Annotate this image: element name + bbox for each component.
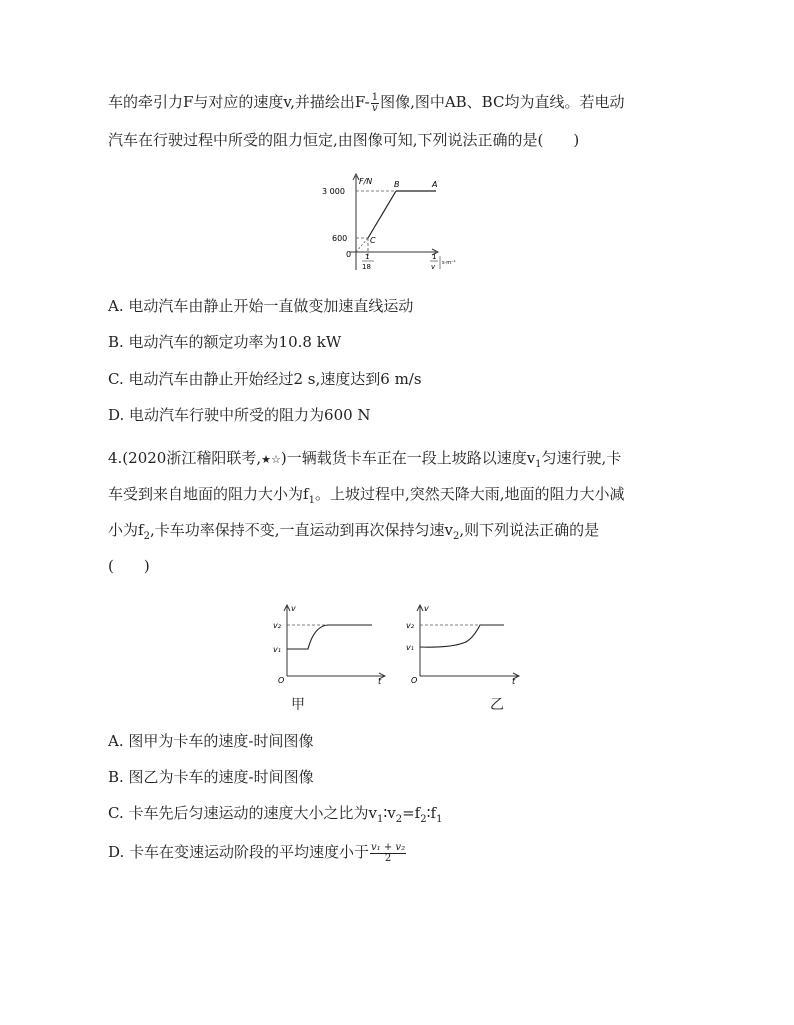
difficulty-stars: ★☆ — [261, 453, 281, 466]
q4-option-c-text-c: =f — [402, 804, 421, 822]
average-velocity-fraction — [370, 843, 406, 864]
y-tick-3000: 3 000 — [322, 187, 345, 196]
q4-text-2a: 车受到来自地面的阻力大小为f — [108, 485, 309, 503]
q4-option-d-text: D. 卡车在变速运动阶段的平均速度小于 — [108, 843, 370, 861]
subscript-1: 1 — [436, 814, 443, 825]
q4-option-c — [108, 803, 442, 830]
q4-text-3c: ,则下列说法正确的是 — [459, 521, 600, 539]
caption-jia: 甲 — [291, 697, 305, 713]
y-tick-600: 600 — [332, 234, 348, 243]
caption-yi: 乙 — [490, 697, 504, 713]
y-axis-label: F/N — [359, 177, 373, 186]
subscript-2: 2 — [143, 531, 150, 542]
q3-option-a: A. 电动汽车由静止开始一直做变加速直线运动 — [108, 297, 414, 315]
q3-option-d: D. 电动汽车行驶中所受的阻力为600 N — [108, 406, 371, 424]
q3-stem-line2: 汽车在行驶过程中所受的阻力恒定,由图像可知,下列说法正确的是( ) — [108, 131, 580, 149]
q4-text-2b: 。上坡过程中,突然天降大雨,地面的阻力大小减 — [314, 485, 625, 503]
v1-label: v₁ — [406, 643, 414, 652]
q4-option-b: B. 图乙为卡车的速度-时间图像 — [108, 768, 314, 786]
q4-text-3a: 小为f — [108, 521, 144, 539]
fraction-numerator: v₁ + v₂ — [371, 841, 406, 853]
q4-stem-line1 — [108, 448, 621, 475]
x-axis-denominator: v — [431, 263, 436, 271]
v-axis-label: v — [424, 604, 429, 613]
q4-stem-line3 — [108, 520, 599, 547]
t-axis-label: t — [378, 677, 382, 684]
q3-stem-text-b: 图像,图中AB、BC均为直线。若电动 — [380, 93, 625, 111]
t-axis-label: t — [512, 677, 516, 684]
q4-text-1b: )一辆载货卡车正在一段上坡路以速度v — [280, 449, 536, 467]
curve-yi — [420, 625, 504, 647]
v2-label: v₂ — [273, 621, 281, 630]
subscript-2: 2 — [420, 814, 427, 825]
q3-option-b: B. 电动汽车的额定功率为10.8 kW — [108, 333, 342, 351]
origin-label: O — [411, 676, 418, 684]
v2-label: v₂ — [406, 621, 414, 630]
fraction-numerator: 1 — [371, 91, 379, 103]
point-a-label: A — [432, 180, 438, 189]
line-bc — [368, 191, 396, 238]
subscript-1: 1 — [535, 459, 542, 470]
q4-text-1c: 匀速行驶,卡 — [541, 449, 622, 467]
v-axis-label: v — [291, 604, 296, 613]
q3-stem-line1 — [108, 92, 624, 114]
x-axis-numerator: 1 — [432, 253, 437, 261]
q4-stem-line4: ( ) — [108, 557, 150, 575]
graph-jia — [262, 604, 390, 684]
q3-force-graph — [320, 172, 480, 277]
curve-jia — [287, 625, 372, 649]
q4-option-d — [108, 842, 407, 864]
q3-stem-text-a: 车的牵引力F与对应的速度v,并描绘出F- — [108, 93, 370, 111]
one-over-v-fraction — [371, 93, 379, 114]
graph-yi — [404, 604, 532, 684]
x-tick-denominator: 18 — [362, 263, 371, 271]
q4-option-c-text-a: C. 卡车先后匀速运动的速度大小之比为v — [108, 804, 377, 822]
fraction-denominator: 2 — [384, 852, 392, 864]
q4-text-3b: ,卡车功率保持不变,一直运动到再次保持匀速v — [149, 521, 453, 539]
q4-option-c-text-d: ∶f — [426, 804, 437, 822]
q4-stem-line2 — [108, 484, 624, 511]
q3-option-c: C. 电动汽车由静止开始经过2 s,速度达到6 m/s — [108, 370, 422, 388]
x-tick-numerator: 1 — [365, 253, 370, 261]
q4-option-a: A. 图甲为卡车的速度-时间图像 — [108, 732, 314, 750]
origin-label: O — [278, 676, 285, 684]
subscript-1: 1 — [308, 495, 315, 506]
fraction-denominator: v — [372, 102, 378, 114]
subscript-1: 1 — [376, 814, 384, 825]
origin-label: 0 — [346, 250, 352, 259]
q4-option-c-text-b: ∶v — [383, 804, 396, 822]
point-c-label: C — [370, 236, 376, 245]
q4-source: 4.(2020浙江稽阳联考, — [108, 449, 262, 467]
point-b-label: B — [394, 180, 400, 189]
x-axis-unit: s·m⁻¹ — [442, 260, 456, 266]
v1-label: v₁ — [273, 645, 281, 654]
subscript-2: 2 — [395, 814, 403, 825]
subscript-2: 2 — [452, 531, 460, 542]
